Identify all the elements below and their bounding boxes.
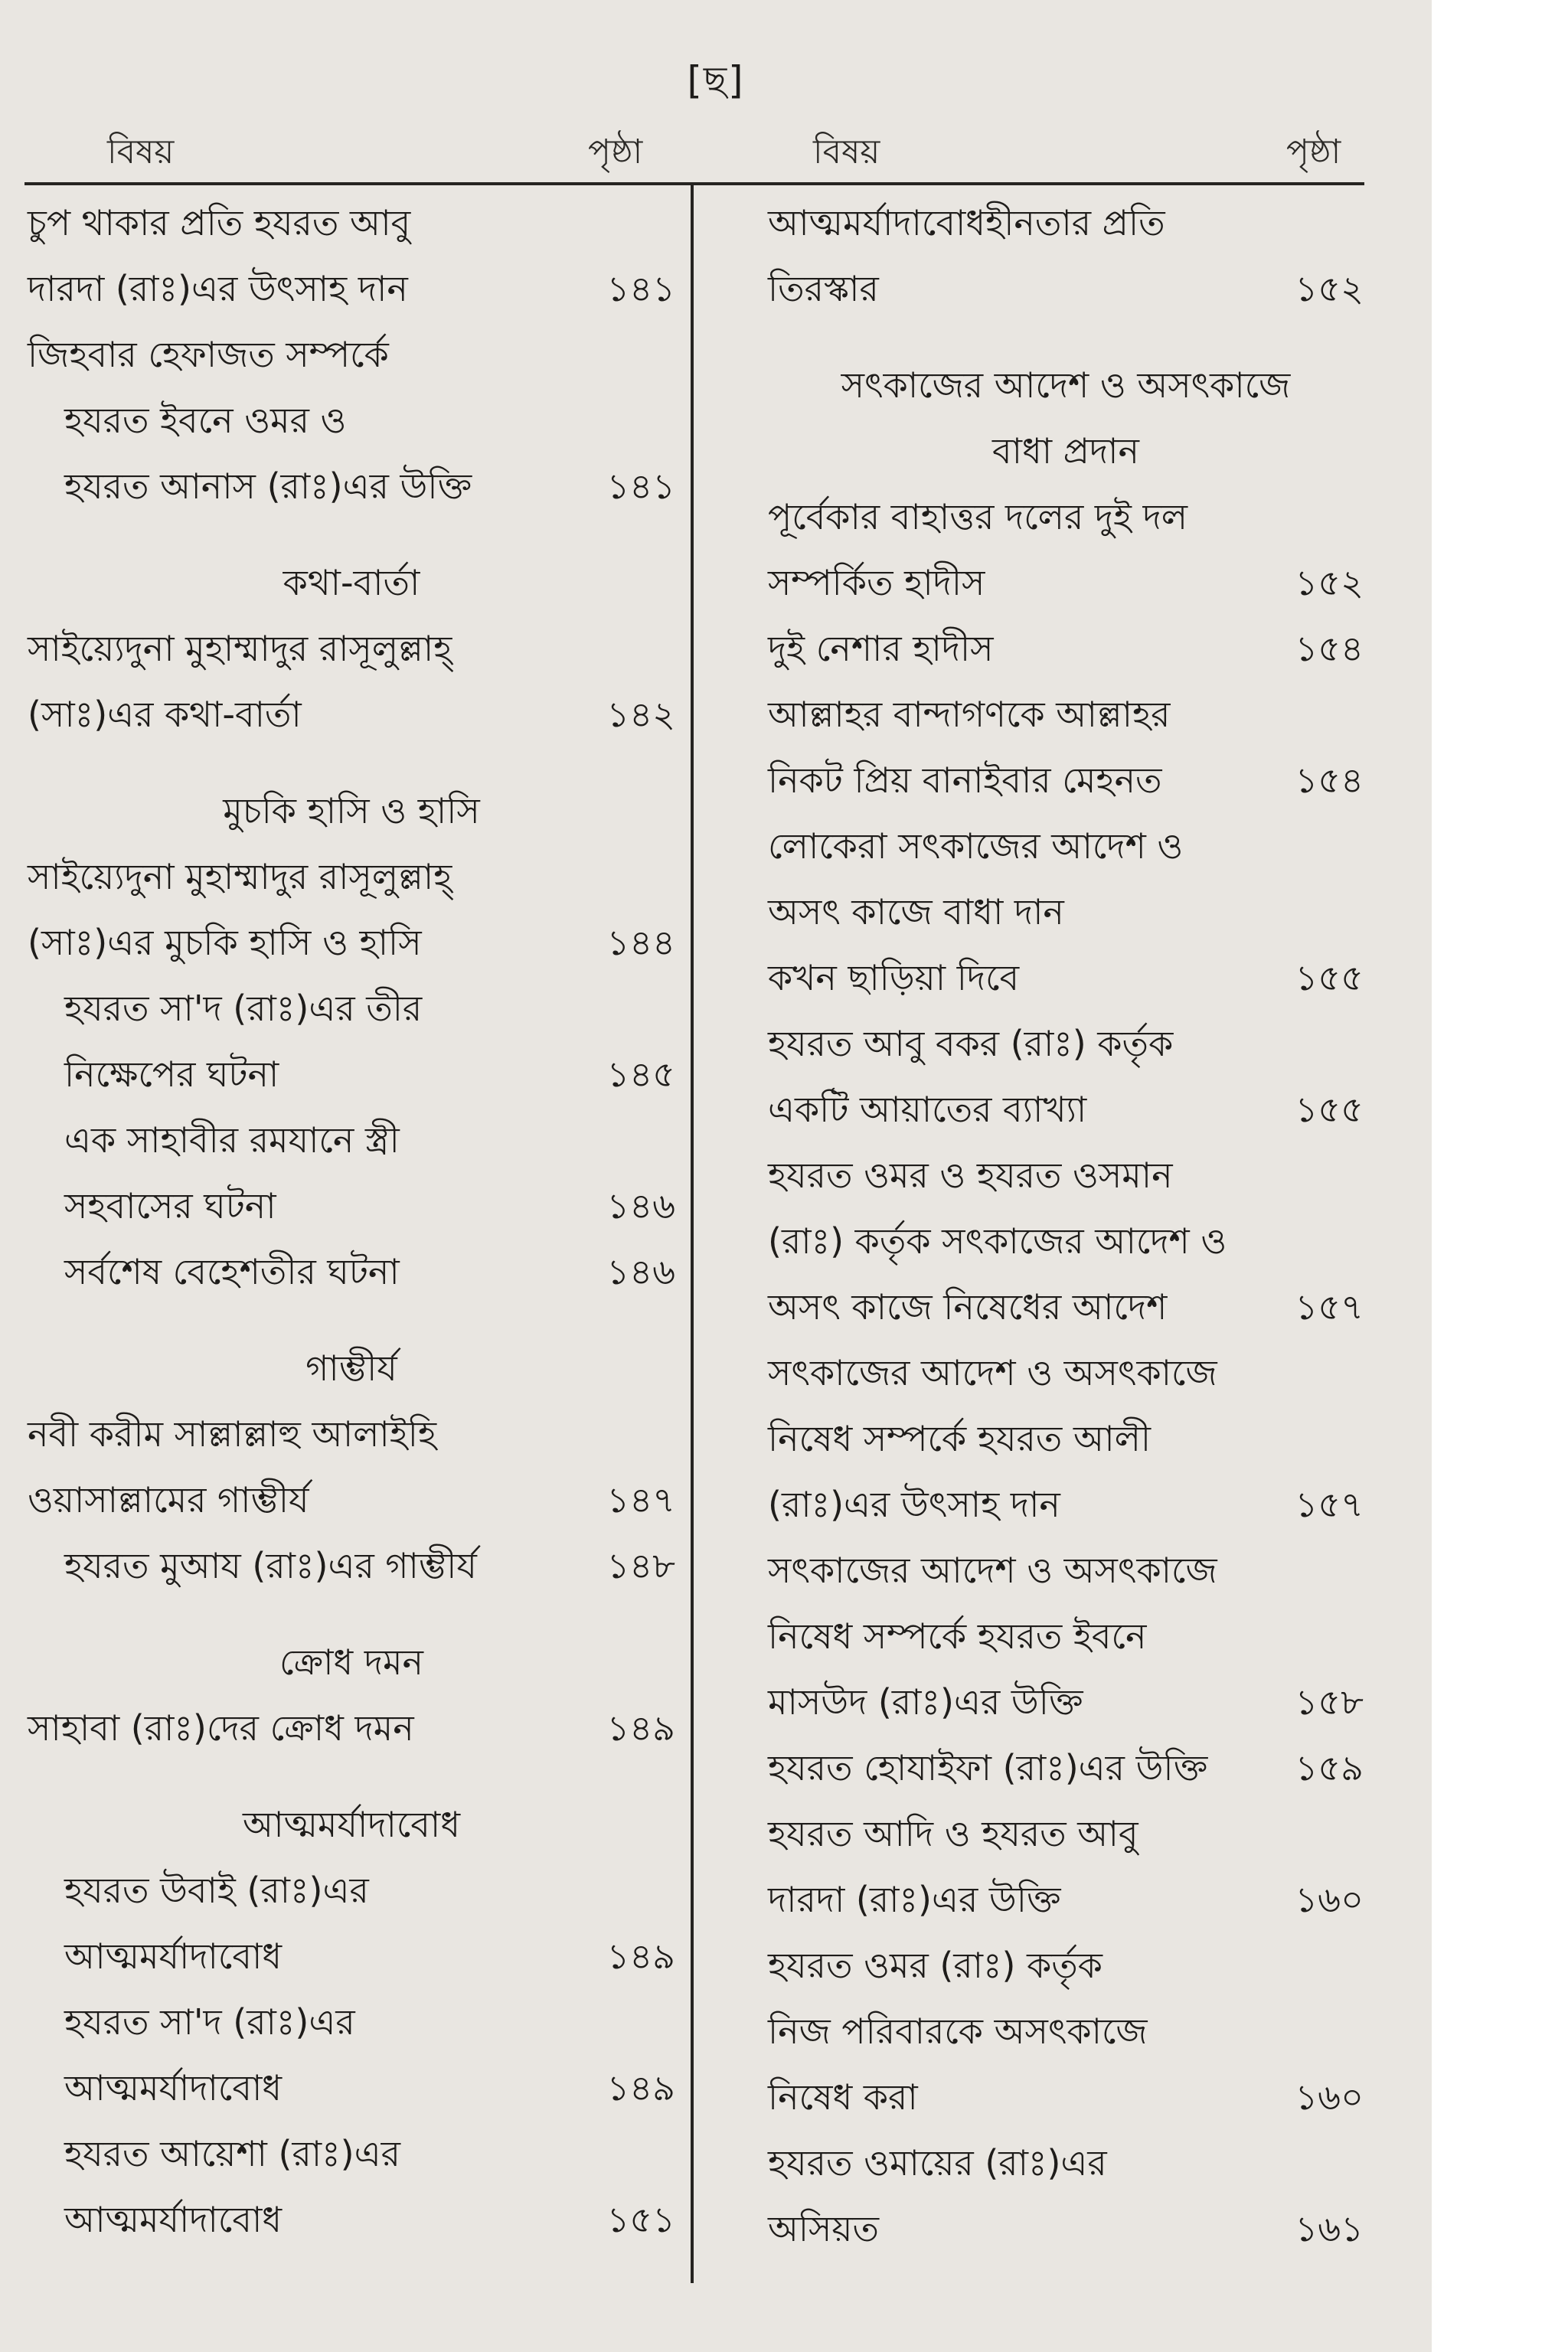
entry-text: সহবাসের ঘটনা — [64, 1185, 276, 1227]
toc-entry-line — [28, 975, 675, 1041]
toc-entry-line — [28, 1695, 675, 1761]
section-gap — [28, 1599, 675, 1629]
section-gap — [28, 519, 675, 550]
entry-text: (সাঃ)এর মুচকি হাসি ও হাসি — [28, 922, 422, 963]
toc-entry-line — [28, 1107, 675, 1173]
toc-entry-line — [28, 1533, 675, 1599]
entry-page-number: ১৬০ — [1295, 2076, 1364, 2118]
toc-entry-line — [768, 1274, 1364, 1340]
toc-entry-line — [28, 1041, 675, 1107]
entry-text: হযরত উবাই (রাঃ)এর — [64, 1870, 369, 1911]
entry-text: আত্মমর্যাদাবোধ — [64, 2067, 283, 2109]
entry-text: এক সাহাবীর রমযানে স্ত্রী — [64, 1119, 400, 1161]
toc-entry-line — [768, 190, 1364, 256]
entry-page-number: ১৫৫ — [1295, 957, 1364, 998]
entry-text: আল্লাহর বান্দাগণকে আল্লাহর — [768, 694, 1171, 735]
entry-text: পূর্বেকার বাহাত্তর দলের দুই দল — [768, 496, 1188, 537]
entry-text: সর্বশেষ বেহেশতীর ঘটনা — [64, 1251, 400, 1292]
entry-text: হযরত হোযাইফা (রাঃ)এর উক্তি — [768, 1747, 1208, 1788]
toc-entry-line — [28, 1467, 675, 1533]
section-heading: সৎকাজের আদেশ ও অসৎকাজে — [841, 364, 1291, 406]
entry-text: সাইয়্যেদুনা মুহাম্মাদুর রাসূলুল্লাহ্ — [28, 628, 452, 669]
entry-text: সৎকাজের আদেশ ও অসৎকাজে — [768, 1550, 1217, 1591]
entry-page-number: ১৫৭ — [1295, 1286, 1364, 1328]
toc-entry-line — [768, 1932, 1364, 1998]
toc-entry-line — [28, 1923, 675, 1989]
entry-text: নিষেধ সম্পর্কে হযরত ইবনে — [768, 1615, 1147, 1657]
entry-text: নবী করীম সাল্লাল্লাহু আলাইহি — [28, 1413, 437, 1455]
toc-entry-line — [28, 453, 675, 519]
toc-entry-line — [768, 1801, 1364, 1867]
right-subject-header: বিষয় — [813, 132, 880, 172]
toc-entry-line — [768, 681, 1364, 747]
page-number: [ছ] — [687, 58, 745, 103]
toc-entry-line — [768, 1076, 1364, 1142]
entry-page-number: ১৫১ — [606, 2199, 675, 2240]
entry-text: হযরত সা'দ (রাঃ)এর তীর — [64, 988, 423, 1029]
entry-text: (রাঃ) কর্তৃক সৎকাজের আদেশ ও — [768, 1220, 1227, 1262]
toc-entry-line — [768, 1669, 1364, 1735]
section-heading: ক্রোধ দমন — [279, 1642, 424, 1683]
toc-entry-line — [28, 616, 675, 681]
entry-text: নিজ পরিবারকে অসৎকাজে — [768, 2011, 1148, 2052]
section-heading: গাম্ভীর্য — [305, 1348, 397, 1389]
entry-text: হযরত মুআয (রাঃ)এর গাম্ভীর্য — [64, 1545, 477, 1586]
toc-entry-line — [28, 1173, 675, 1239]
entry-text: জিহবার হেফাজত সম্পর্কে — [28, 334, 389, 375]
section-gap — [28, 1305, 675, 1335]
entry-text: নিষেধ সম্পর্কে হযরত আলী — [768, 1418, 1152, 1459]
toc-entry-line — [768, 1340, 1364, 1406]
left-page-header: পৃষ্ঠা — [588, 132, 643, 172]
entry-text: তিরস্কার — [768, 268, 879, 309]
entry-page-number: ১৪৬ — [606, 1251, 675, 1292]
entry-text: হযরত আয়েশা (রাঃ)এর — [64, 2133, 400, 2174]
right-page-header: পৃষ্ঠা — [1286, 132, 1341, 172]
entry-text: সাইয়্যেদুনা মুহাম্মাদুর রাসূলুল্লাহ্ — [28, 856, 452, 897]
entry-text: আত্মমর্যাদাবোধ — [64, 2199, 283, 2240]
entry-page-number: ১৪২ — [606, 694, 675, 735]
entry-page-number: ১৬০ — [1295, 1879, 1364, 1920]
entry-page-number: ১৫৫ — [1295, 1089, 1364, 1130]
entry-text: কখন ছাড়িয়া দিবে — [768, 957, 1020, 998]
entry-text: একটি আয়াতের ব্যাখ্যা — [768, 1089, 1087, 1130]
toc-entry-line — [768, 1142, 1364, 1208]
entry-text: হযরত ওমায়ের (রাঃ)এর — [768, 2142, 1107, 2184]
toc-entry-line — [28, 844, 675, 910]
entry-text: হযরত আনাস (রাঃ)এর উক্তি — [64, 466, 472, 507]
toc-entry-line — [768, 2064, 1364, 2130]
toc-entry-line — [28, 1401, 675, 1467]
entry-text: চুপ থাকার প্রতি হযরত আবু — [28, 202, 411, 243]
entry-page-number: ১৫৭ — [1295, 1484, 1364, 1525]
entry-text: ওয়াসাল্লামের গাম্ভীর্য — [28, 1479, 309, 1521]
entry-page-number: ১৫৯ — [1295, 1747, 1364, 1788]
toc-entry-line — [28, 910, 675, 975]
entry-page-number: ১৫২ — [1295, 268, 1364, 309]
entry-page-number: ১৫৪ — [1295, 628, 1364, 669]
toc-entry-line — [768, 747, 1364, 813]
toc-entry-line — [768, 1867, 1364, 1932]
entry-text: হযরত ওমর (রাঃ) কর্তৃক — [768, 1945, 1102, 1986]
right-column — [768, 190, 1364, 2262]
toc-entry-line — [768, 1537, 1364, 1603]
entry-page-number: ১৪৮ — [606, 1545, 675, 1586]
toc-entry-line — [28, 387, 675, 453]
entry-text: সৎকাজের আদেশ ও অসৎকাজে — [768, 1352, 1217, 1393]
entry-page-number: ১৪১ — [606, 268, 675, 309]
section-gap — [768, 322, 1364, 352]
toc-entry-line — [768, 616, 1364, 681]
entry-text: অসৎ কাজে নিষেধের আদেশ — [768, 1286, 1168, 1328]
toc-entry-line — [768, 1208, 1364, 1274]
toc-entry-line — [768, 2196, 1364, 2262]
header-rule — [24, 182, 1364, 185]
toc-entry-line — [768, 1735, 1364, 1801]
entry-page-number: ১৫৮ — [1295, 1681, 1364, 1723]
entry-text: আত্মমর্যাদাবোধহীনতার প্রতি — [768, 202, 1165, 243]
toc-entry-line — [768, 1998, 1364, 2064]
toc-entry-line — [768, 550, 1364, 616]
entry-text: হযরত আবু বকর (রাঃ) কর্তৃক — [768, 1023, 1174, 1064]
entry-page-number: ১৪৯ — [606, 1936, 675, 1977]
entry-text: লোকেরা সৎকাজের আদেশ ও — [768, 825, 1184, 867]
toc-entry-line — [28, 1857, 675, 1923]
entry-page-number: ১৪১ — [606, 466, 675, 507]
toc-entry-line — [768, 484, 1364, 550]
toc-entry-line — [28, 322, 675, 387]
entry-text: হযরত ইবনে ওমর ও — [64, 400, 347, 441]
entry-page-number: ১৪৬ — [606, 1185, 675, 1227]
toc-entry-line — [768, 1011, 1364, 1076]
entry-text: হযরত আদি ও হযরত আবু — [768, 1813, 1138, 1854]
entry-text: মাসউদ (রাঃ)এর উক্তি — [768, 1681, 1083, 1723]
section-heading: মুচকি হাসি ও হাসি — [223, 790, 480, 831]
left-subject-header: বিষয় — [107, 132, 175, 172]
toc-entry-line — [28, 2187, 675, 2252]
entry-text: সম্পর্কিত হাদীস — [768, 562, 985, 603]
entry-text: আত্মমর্যাদাবোধ — [64, 1936, 283, 1977]
section-gap — [28, 1761, 675, 1792]
toc-entry-line — [768, 813, 1364, 879]
toc-entry-line — [28, 1239, 675, 1305]
entry-page-number: ১৪৯ — [606, 2067, 675, 2109]
entry-text: (সাঃ)এর কথা-বার্তা — [28, 694, 302, 735]
toc-entry-line — [768, 945, 1364, 1011]
toc-entry-line — [28, 681, 675, 747]
entry-page-number: ১৫৪ — [1295, 760, 1364, 801]
toc-entry-line — [28, 2121, 675, 2187]
section-heading: আত্মমর্যাদাবোধ — [242, 1804, 461, 1845]
toc-entry-line — [768, 1603, 1364, 1669]
toc-entry-line — [768, 2130, 1364, 2196]
entry-page-number: ১৪৭ — [606, 1479, 675, 1521]
entry-text: দারদা (রাঃ)এর উক্তি — [768, 1879, 1061, 1920]
entry-text: অসিয়ত — [768, 2208, 879, 2249]
toc-entry-line — [768, 879, 1364, 945]
entry-text: হযরত ওমর ও হযরত ওসমান — [768, 1155, 1173, 1196]
toc-entry-line — [768, 256, 1364, 322]
entry-text: নিষেধ করা — [768, 2076, 918, 2118]
entry-page-number: ১৫২ — [1295, 562, 1364, 603]
section-gap — [28, 747, 675, 778]
column-divider — [691, 185, 694, 2283]
toc-entry-line — [28, 190, 675, 256]
entry-text: নিকট প্রিয় বানাইবার মেহনত — [768, 760, 1162, 801]
entry-text: নিক্ষেপের ঘটনা — [64, 1054, 279, 1095]
toc-entry-line — [768, 1406, 1364, 1472]
toc-entry-line — [28, 256, 675, 322]
left-column — [28, 190, 675, 2252]
entry-page-number: ১৪৪ — [606, 922, 675, 963]
toc-entry-line — [28, 1989, 675, 2055]
entry-text: অসৎ কাজে বাধা দান — [768, 891, 1064, 933]
entry-text: সাহাবা (রাঃ)দের ক্রোধ দমন — [28, 1707, 414, 1749]
entry-page-number: ১৪৫ — [606, 1054, 675, 1095]
section-heading: কথা-বার্তা — [283, 562, 420, 603]
toc-entry-line — [28, 2055, 675, 2121]
entry-page-number: ১৪৯ — [606, 1707, 675, 1749]
section-heading: বাধা প্রদান — [992, 430, 1139, 472]
entry-text: হযরত সা'দ (রাঃ)এর — [64, 2001, 355, 2043]
entry-text: (রাঃ)এর উৎসাহ দান — [768, 1484, 1060, 1525]
toc-entry-line — [768, 1472, 1364, 1537]
entry-text: দারদা (রাঃ)এর উৎসাহ দান — [28, 268, 408, 309]
entry-text: দুই নেশার হাদীস — [768, 628, 994, 669]
entry-page-number: ১৬১ — [1295, 2208, 1364, 2249]
